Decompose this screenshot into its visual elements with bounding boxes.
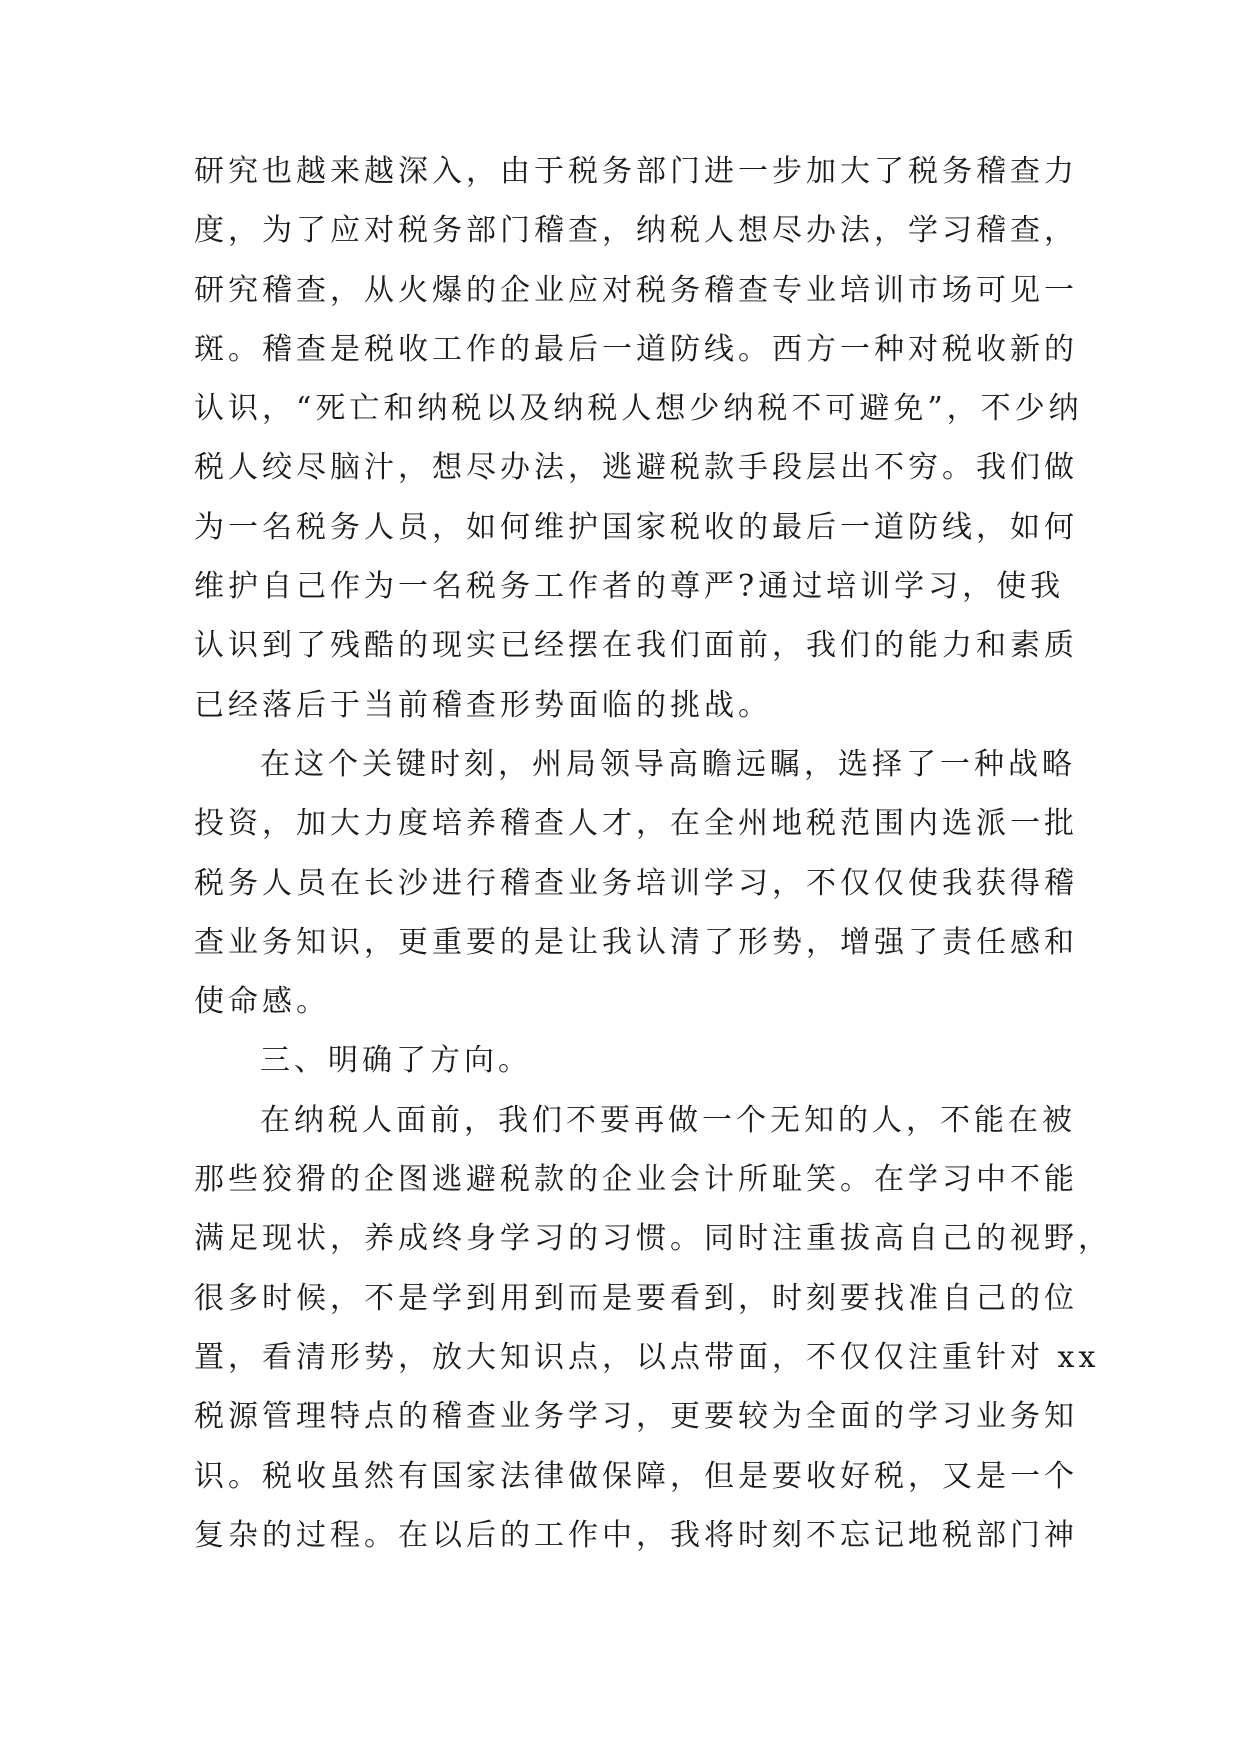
text-line: 那些狡猾的企图逃避税款的企业会计所耻笑。在学习中不能 bbox=[194, 1162, 1078, 1198]
text-line: 税务人员在长沙进行稽查业务培训学习，不仅仅使我获得稽 bbox=[194, 865, 1078, 901]
text-line: 满足现状，养成终身学习的习惯。同时注重拔高自己的视野， bbox=[194, 1221, 1112, 1257]
text-line: 认识，“死亡和纳税以及纳税人想少纳税不可避免”，不少纳 bbox=[194, 391, 1083, 427]
body-text bbox=[194, 142, 1112, 1565]
text-line: 斑。稽查是税收工作的最后一道防线。西方一种对税收新的 bbox=[194, 331, 1078, 367]
text-line: 投资，加大力度培养稽查人才，在全州地税范围内选派一批 bbox=[194, 806, 1078, 842]
text-line: 识。税收虽然有国家法律做保障，但是要收好税，又是一个 bbox=[194, 1458, 1078, 1494]
text-line: 维护自己作为一名税务工作者的尊严?通过培训学习，使我 bbox=[194, 569, 1065, 605]
text-line: 查业务知识，更重要的是让我认清了形势，增强了责任感和 bbox=[194, 924, 1078, 960]
text-line: 置，看清形势，放大知识点，以点带面，不仅仅注重针对 xx bbox=[194, 1339, 1100, 1375]
text-line: 在纳税人面前，我们不要再做一个无知的人，不能在被 bbox=[260, 1102, 1076, 1138]
text-line: 很多时候，不是学到用到而是要看到，时刻要找准自己的位 bbox=[194, 1280, 1078, 1316]
text-line: 在这个关键时刻，州局领导高瞻远瞩，选择了一种战略 bbox=[260, 746, 1076, 782]
text-line: 三、明确了方向。 bbox=[260, 1043, 532, 1079]
text-line: 研究也越来越深入，由于税务部门进一步加大了税务稽查力 bbox=[194, 154, 1078, 189]
text-line: 使命感。 bbox=[194, 984, 330, 1020]
text-line: 税源管理特点的稽查业务学习，更要较为全面的学习业务知 bbox=[194, 1399, 1078, 1435]
text-line: 度，为了应对税务部门稽查，纳税人想尽办法，学习稽查， bbox=[194, 213, 1078, 249]
text-line: 税人绞尽脑汁，想尽办法，逃避税款手段层出不穷。我们做 bbox=[194, 450, 1078, 486]
text-line: 复杂的过程。在以后的工作中，我将时刻不忘记地税部门神 bbox=[194, 1517, 1078, 1553]
text-line: 认识到了残酷的现实已经摆在我们面前，我们的能力和素质 bbox=[194, 628, 1078, 664]
text-line: 已经落后于当前稽查形势面临的挑战。 bbox=[194, 687, 772, 723]
text-line: 为一名税务人员，如何维护国家税收的最后一道防线，如何 bbox=[194, 509, 1078, 545]
text-line: 研究稽查，从火爆的企业应对税务稽查专业培训市场可见一 bbox=[194, 272, 1078, 308]
